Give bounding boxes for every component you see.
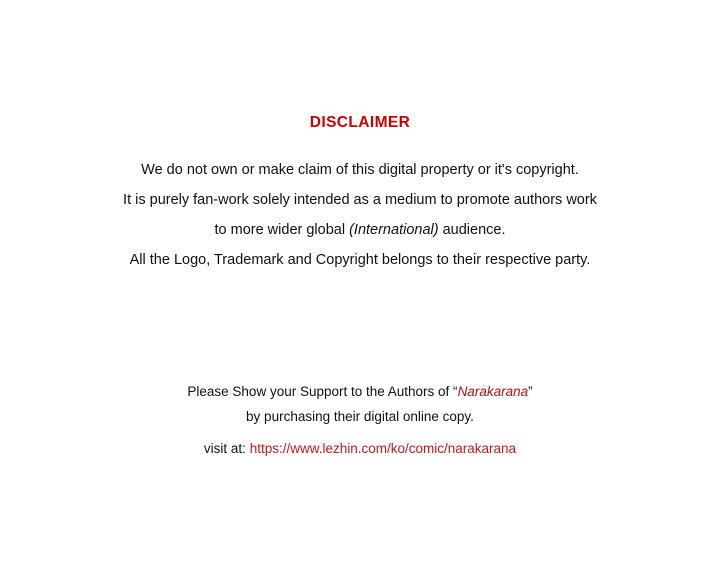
disclaimer-heading: DISCLAIMER <box>309 114 411 131</box>
comic-url-link[interactable]: https://www.lezhin.com/ko/comic/narakarana <box>249 441 517 456</box>
disclaimer-line-1: We do not own or make claim of this digital property or it's copyright. <box>141 162 579 178</box>
visit-label: visit at: <box>203 441 250 456</box>
support-line-1-suffix: ” <box>528 384 533 399</box>
disclaimer-line-4: All the Logo, Trademark and Copyright belongs to their respective party. <box>129 252 591 268</box>
disclaimer-line-3-international: (International) <box>349 222 439 238</box>
support-line-1-prefix: Please Show your Support to the Authors of “ <box>187 384 458 399</box>
support-message <box>0 379 720 429</box>
work-title: Narakarana <box>457 384 529 399</box>
visit-line <box>0 441 720 456</box>
disclaimer-line-3-prefix: to more wider global <box>214 222 350 238</box>
support-line-1 <box>0 379 720 404</box>
disclaimer-line-3 <box>0 215 720 245</box>
disclaimer-line-3-suffix: audience. <box>438 222 506 238</box>
disclaimer-text <box>0 155 720 275</box>
disclaimer-line-2: It is purely fan-work solely intended as a medium to promote authors work <box>123 192 597 208</box>
support-line-2: by purchasing their digital online copy. <box>246 409 474 424</box>
